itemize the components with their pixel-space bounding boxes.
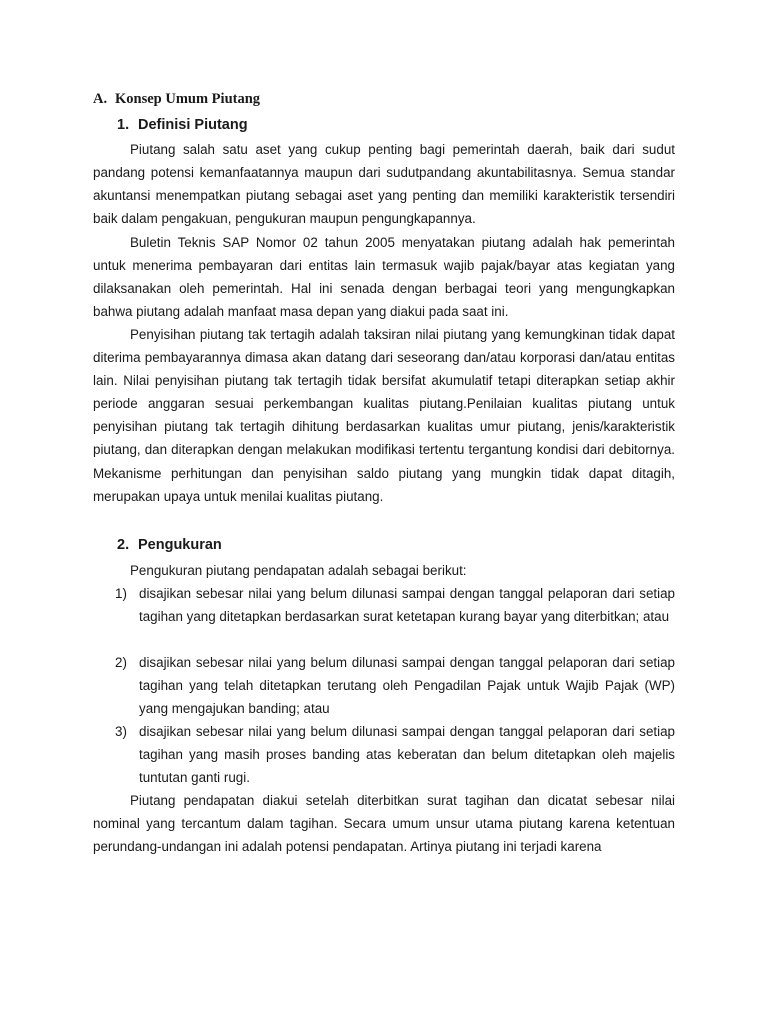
list-item-text: disajikan sebesar nilai yang belum dilunasi sampai dengan tanggal pelaporan dari setiap tagihan yang ditetapkan berdasarkan surat ketetapan kurang bayar yang diterbitkan; atau [139, 586, 675, 625]
section-1-title: Definisi Piutang [138, 117, 248, 133]
list-item-marker: 2) [115, 655, 127, 670]
section-1-number: 1. [117, 117, 130, 133]
list-item-text: disajikan sebesar nilai yang belum dilunasi sampai dengan tanggal pelaporan dari setiap tagihan yang telah ditetapkan terutang oleh Pengadilan Pajak untuk Wajib Pajak (WP) yang mengajukan banding; atau [139, 655, 675, 717]
list-item [93, 720, 675, 789]
section-1-heading [117, 117, 248, 133]
paragraph-penyisihan: Penyisihan piutang tak tertagih adalah taksiran nilai piutang yang kemungkinan tidak dapat diterima pembayarannya dimasa akan datang dari seseorang dan/atau korporasi dan/atau entitas lain. Nilai penyisihan piutang tak tertagih tidak bersifat akumulatif tetapi diterapkan setiap akhir periode anggaran sesuai perkembangan kualitas piutang.Penilaian kualitas piutang untuk penyisihan piutang tak tertagih dihitung berdasarkan kualitas umur piutang, jenis/karakteristik piutang, dan diterapkan dengan melakukan modifikasi tertentu tergantung kondisi dari debitornya. Mekanisme perhitungan dan penyisihan saldo piutang yang mungkin tidak dapat ditagih, merupakan upaya untuk menilai kualitas piutang. [93, 327, 675, 504]
paragraph-piutang-pendapatan: Piutang pendapatan diakui setelah diterbitkan surat tagihan dan dicatat sebesar nilai nominal yang tercantum dalam tagihan. Secara umum unsur utama piutang karena ketentuan perundang-undangan ini adalah potensi pendapatan. Artinya piutang ini terjadi karena [93, 793, 675, 855]
section-a-heading [93, 91, 260, 108]
section-a-letter: A. [93, 91, 108, 107]
section-2-number: 2. [117, 537, 130, 553]
list-item [93, 651, 675, 720]
pengukuran-intro: Pengukuran piutang pendapatan adalah sebagai berikut: [130, 563, 467, 578]
list-item-marker: 1) [115, 586, 127, 601]
list-item-marker: 3) [115, 724, 127, 739]
list-item [93, 582, 675, 628]
section-2-heading [117, 537, 222, 553]
paragraph-piutang-intro: Piutang salah satu aset yang cukup penting bagi pemerintah daerah, baik dari sudut pandang potensi kemanfaatannya maupun dari sudutpandang akuntabilitasnya. Semua standar akuntansi menempatkan piutang sebagai aset yang penting dan memiliki karakteristik tersendiri baik dalam pengakuan, pengukuran maupun pengungkapannya. [93, 142, 675, 227]
paragraph-buletin-teknis: Buletin Teknis SAP Nomor 02 tahun 2005 menyatakan piutang adalah hak pemerintah untuk menerima pembayaran dari entitas lain termasuk wajib pajak/bayar atas kegiatan yang dilaksanakan oleh pemerintah. Hal ini senada dengan berbagai teori yang mengungkapkan bahwa piutang adalah manfaat masa depan yang diakui pada saat ini. [93, 235, 675, 320]
list-item-text: disajikan sebesar nilai yang belum dilunasi sampai dengan tanggal pelaporan dari setiap tagihan yang masih proses banding atas keberatan dan belum ditetapkan oleh majelis tuntutan ganti rugi. [139, 724, 675, 786]
section-a-title: Konsep Umum Piutang [115, 91, 261, 107]
section-2-title: Pengukuran [138, 537, 222, 553]
